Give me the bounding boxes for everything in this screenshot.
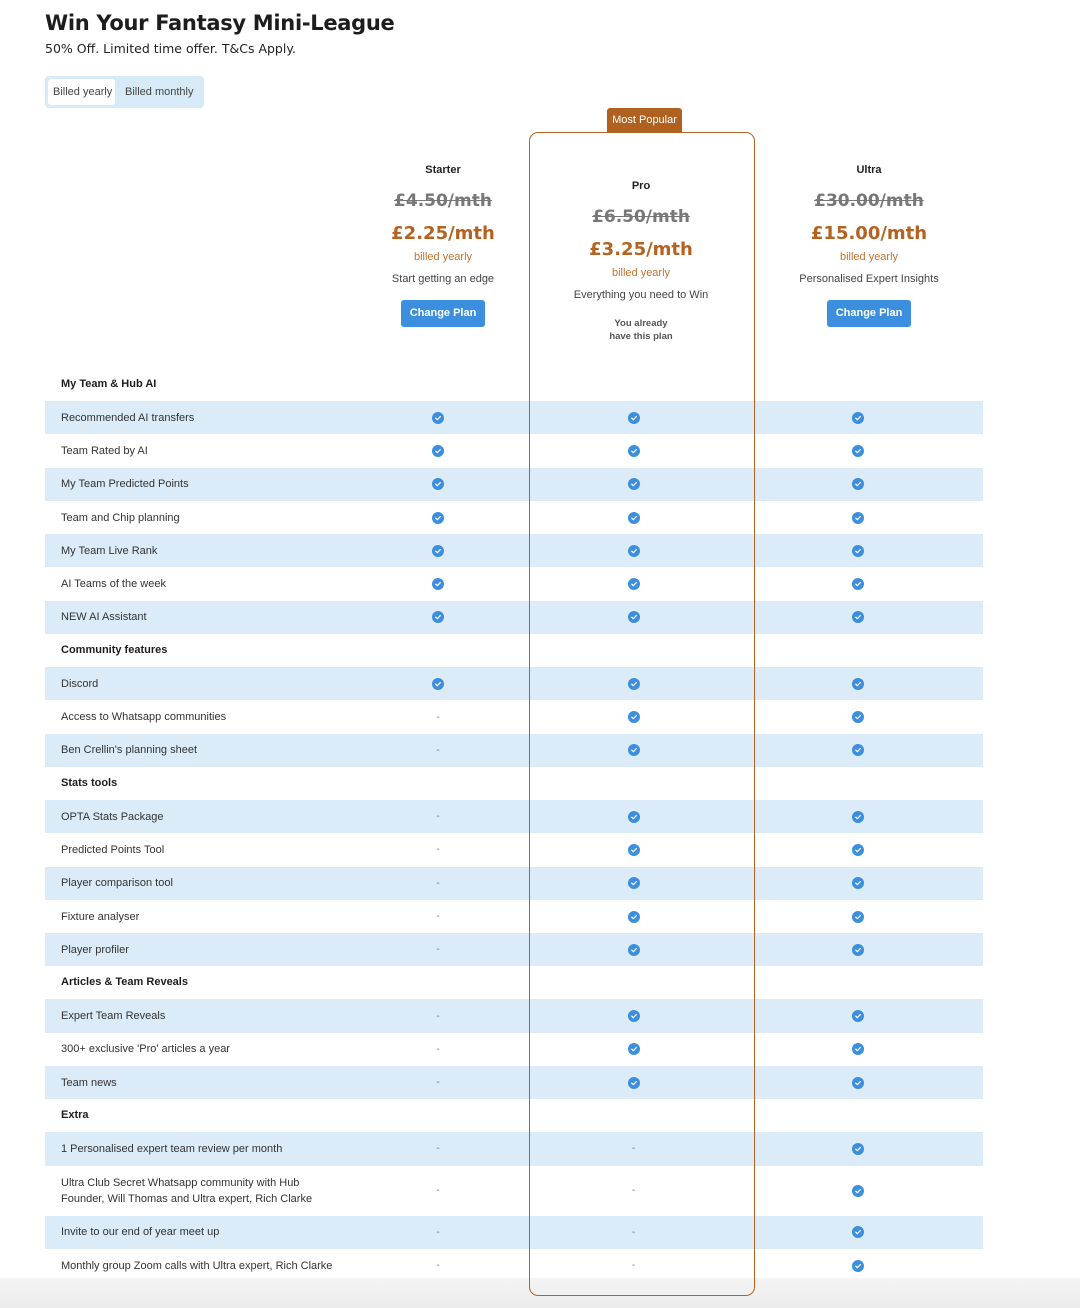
feature-row (45, 1033, 983, 1066)
check-circle-icon (852, 911, 864, 923)
check-circle-icon (852, 1185, 864, 1197)
not-included-dash: - (631, 1260, 636, 1272)
check-circle-icon (628, 811, 640, 823)
check-circle-icon (852, 611, 864, 623)
feature-row (45, 867, 983, 900)
check-circle-icon (432, 512, 444, 524)
feature-cell-starter (341, 445, 534, 457)
not-included-dash: - (631, 1185, 636, 1197)
check-circle-icon (628, 512, 640, 524)
page-subtitle: 50% Off. Limited time offer. T&Cs Apply. (45, 41, 296, 56)
feature-cell-starter (341, 1143, 534, 1154)
check-circle-icon (628, 911, 640, 923)
check-circle-icon (628, 412, 640, 424)
check-circle-icon (432, 578, 444, 590)
feature-label: My Team Predicted Points (61, 478, 189, 491)
plan-original-price: £6.50/mth (592, 207, 690, 227)
check-circle-icon (432, 478, 444, 490)
feature-label: Fixture analyser (61, 910, 140, 923)
feature-row (45, 468, 983, 501)
feature-row (45, 567, 983, 600)
feature-cell-pro (535, 578, 732, 590)
feature-label: Recommended AI transfers (61, 411, 195, 424)
plan-billing-period: billed yearly (413, 251, 473, 263)
section-title: Extra (61, 1109, 89, 1122)
feature-row (45, 1132, 983, 1165)
change-plan-button-starter[interactable]: Change Plan (401, 300, 486, 327)
feature-cell-starter (341, 1227, 534, 1238)
feature-label: My Team Live Rank (61, 544, 158, 557)
feature-cell-ultra (732, 578, 983, 590)
not-included-dash: - (436, 811, 440, 823)
feature-cell-pro (535, 1010, 732, 1022)
feature-cell-ultra (732, 512, 983, 524)
feature-cell-pro (535, 1143, 732, 1154)
check-circle-icon (852, 478, 864, 490)
feature-cell-starter (341, 844, 534, 855)
check-circle-icon (628, 545, 640, 557)
feature-label: NEW AI Assistant (61, 611, 147, 624)
feature-cell-ultra (732, 1226, 983, 1238)
feature-cell-ultra (732, 711, 983, 723)
feature-label: OPTA Stats Package (61, 810, 164, 823)
section-title: Community features (61, 644, 168, 657)
section-title: Stats tools (61, 776, 118, 789)
feature-cell-ultra (732, 412, 983, 424)
check-circle-icon (852, 1077, 864, 1089)
feature-cell-ultra (732, 744, 983, 756)
feature-row (45, 800, 983, 833)
feature-cell-starter (341, 611, 534, 623)
feature-cell-starter (341, 745, 534, 756)
feature-cell-starter (341, 512, 534, 524)
plan-original-price: £30.00/mth (814, 191, 924, 211)
feature-cell-ultra (732, 545, 983, 557)
feature-cell-pro (535, 412, 732, 424)
feature-label: Team and Chip planning (61, 511, 180, 524)
check-circle-icon (852, 944, 864, 956)
billing-toggle (45, 76, 204, 108)
check-circle-icon (628, 844, 640, 856)
check-circle-icon (432, 545, 444, 557)
feature-cell-pro (535, 678, 732, 690)
plan-discounted-price: £2.25/mth (391, 223, 495, 244)
plan-tagline: Everything you need to Win (573, 289, 709, 301)
feature-cell-pro (535, 545, 732, 557)
check-circle-icon (628, 1010, 640, 1022)
feature-cell-starter (341, 1185, 534, 1196)
feature-cell-pro (535, 944, 732, 956)
not-included-dash: - (436, 1077, 440, 1089)
feature-label: Player comparison tool (61, 877, 173, 890)
feature-label: Team news (61, 1076, 117, 1089)
feature-label: Expert Team Reveals (61, 1010, 166, 1023)
feature-row (45, 933, 983, 966)
feature-cell-pro (535, 744, 732, 756)
billed-monthly-option[interactable]: Billed monthly (125, 86, 194, 98)
feature-cell-ultra (732, 611, 983, 623)
feature-cell-ultra (732, 844, 983, 856)
plan-original-price: £4.50/mth (394, 191, 492, 211)
not-included-dash: - (436, 1185, 440, 1197)
not-included-dash: - (436, 1226, 440, 1238)
check-circle-icon (852, 1010, 864, 1022)
feature-cell-pro (535, 1227, 732, 1238)
plan-name: Ultra (856, 164, 882, 176)
check-circle-icon (852, 578, 864, 590)
feature-row (45, 1216, 983, 1249)
feature-row (45, 900, 983, 933)
feature-cell-pro (535, 478, 732, 490)
feature-row (45, 833, 983, 866)
feature-cell-pro (535, 1043, 732, 1055)
check-circle-icon (432, 611, 444, 623)
not-included-dash: - (436, 911, 440, 922)
check-circle-icon (628, 478, 640, 490)
feature-label: Discord (61, 677, 99, 690)
feature-comparison-table (45, 368, 983, 1282)
check-circle-icon (852, 844, 864, 856)
plan-discounted-price: £3.25/mth (589, 239, 693, 260)
feature-cell-ultra (732, 1043, 983, 1055)
plan-name: Starter (425, 164, 461, 176)
check-circle-icon (852, 1143, 864, 1155)
feature-label: Invite to our end of year meet up (61, 1226, 220, 1239)
check-circle-icon (432, 412, 444, 424)
plan-starter (343, 164, 543, 327)
feature-cell-pro (535, 1185, 732, 1196)
feature-cell-starter (341, 712, 534, 723)
feature-cell-ultra (732, 1010, 983, 1022)
check-circle-icon (852, 711, 864, 723)
section-title: My Team & Hub AI (61, 378, 157, 390)
feature-label: Player profiler (61, 943, 129, 956)
feature-cell-pro (535, 911, 732, 923)
plan-ultra (769, 164, 969, 327)
feature-label: Team Rated by AI (61, 444, 148, 457)
current-plan-notice-line-2: have this plan (609, 331, 673, 342)
feature-row (45, 1166, 983, 1216)
feature-cell-starter (341, 578, 534, 590)
feature-cell-ultra (732, 911, 983, 923)
plan-name: Pro (631, 180, 651, 192)
check-circle-icon (852, 678, 864, 690)
not-included-dash: - (436, 877, 440, 889)
check-circle-icon (852, 412, 864, 424)
check-circle-icon (852, 512, 864, 524)
plan-tagline: Start getting an edge (391, 273, 495, 285)
feature-label: Ben Crellin's planning sheet (61, 744, 198, 757)
feature-cell-starter (341, 811, 534, 822)
check-circle-icon (852, 744, 864, 756)
feature-cell-ultra (732, 1143, 983, 1155)
feature-row (45, 434, 983, 467)
not-included-dash: - (436, 1043, 440, 1055)
change-plan-button-ultra[interactable]: Change Plan (827, 300, 912, 327)
check-circle-icon (852, 445, 864, 457)
feature-cell-starter (341, 1077, 534, 1088)
check-circle-icon (852, 1260, 864, 1272)
feature-cell-pro (535, 1077, 732, 1089)
not-included-dash: - (631, 1143, 636, 1155)
check-circle-icon (628, 611, 640, 623)
check-circle-icon (628, 678, 640, 690)
check-circle-icon (628, 445, 640, 457)
plan-discounted-price: £15.00/mth (810, 223, 928, 244)
plan-tagline: Personalised Expert Insights (799, 273, 939, 285)
not-included-dash: - (436, 944, 440, 956)
not-included-dash: - (436, 844, 440, 856)
check-circle-icon (852, 1043, 864, 1055)
feature-row (45, 700, 983, 733)
feature-cell-starter (341, 944, 534, 955)
feature-row (45, 534, 983, 567)
feature-label: Ultra Club Secret Whatsapp community with Hub Founder, Will Thomas and Ultra expert, Rich Clarke (61, 1176, 313, 1205)
feature-cell-starter (341, 1044, 534, 1055)
feature-cell-ultra (732, 445, 983, 457)
feature-row (45, 667, 983, 700)
check-circle-icon (852, 1226, 864, 1238)
plan-billing-period: billed yearly (611, 267, 671, 279)
page-bottom-edge (0, 1278, 1080, 1308)
feature-cell-ultra (732, 877, 983, 889)
feature-cell-ultra (732, 1077, 983, 1089)
feature-cell-ultra (732, 1185, 983, 1197)
check-circle-icon (628, 744, 640, 756)
feature-cell-ultra (732, 1260, 983, 1272)
check-circle-icon (432, 678, 444, 690)
not-included-dash: - (436, 744, 440, 756)
current-plan-notice-line-1: You already (614, 318, 668, 329)
feature-cell-ultra (732, 811, 983, 823)
not-included-dash: - (436, 1010, 440, 1022)
not-included-dash: - (436, 711, 440, 723)
current-plan-notice (541, 317, 741, 343)
feature-label: 1 Personalised expert team review per month (61, 1142, 283, 1155)
not-included-dash: - (436, 1143, 440, 1155)
feature-cell-pro (535, 1260, 732, 1271)
not-included-dash: - (436, 1260, 440, 1272)
feature-cell-pro (535, 711, 732, 723)
check-circle-icon (852, 545, 864, 557)
plan-pro (541, 180, 741, 343)
check-circle-icon (628, 711, 640, 723)
feature-cell-starter (341, 678, 534, 690)
check-circle-icon (628, 1077, 640, 1089)
check-circle-icon (628, 578, 640, 590)
feature-cell-starter (341, 478, 534, 490)
page-title: Win Your Fantasy Mini-League (45, 11, 395, 35)
feature-label: Predicted Points Tool (61, 843, 165, 856)
feature-cell-pro (535, 512, 732, 524)
feature-cell-starter (341, 1011, 534, 1022)
feature-cell-pro (535, 611, 732, 623)
feature-label: Monthly group Zoom calls with Ultra expert, Rich Clarke (61, 1259, 333, 1272)
feature-cell-ultra (732, 944, 983, 956)
feature-row (45, 401, 983, 434)
feature-cell-ultra (732, 678, 983, 690)
plan-billing-period: billed yearly (839, 251, 899, 263)
check-circle-icon (628, 877, 640, 889)
most-popular-badge: Most Popular (607, 108, 682, 132)
check-circle-icon (628, 944, 640, 956)
section-title: Articles & Team Reveals (61, 976, 188, 989)
feature-row (45, 734, 983, 767)
feature-cell-pro (535, 844, 732, 856)
feature-row (45, 501, 983, 534)
billed-yearly-option[interactable]: Billed yearly (48, 79, 115, 105)
check-circle-icon (852, 877, 864, 889)
feature-cell-starter (341, 412, 534, 424)
check-circle-icon (852, 811, 864, 823)
feature-row (45, 999, 983, 1032)
feature-label: AI Teams of the week (61, 578, 166, 591)
feature-row (45, 1066, 983, 1099)
feature-cell-pro (535, 811, 732, 823)
feature-label: 300+ exclusive 'Pro' articles a year (61, 1043, 230, 1056)
feature-cell-starter (341, 878, 534, 889)
not-included-dash: - (631, 1226, 636, 1238)
feature-cell-starter (341, 911, 534, 922)
feature-cell-starter (341, 1260, 534, 1271)
feature-cell-ultra (732, 478, 983, 490)
feature-cell-starter (341, 545, 534, 557)
feature-cell-pro (535, 445, 732, 457)
feature-row (45, 601, 983, 634)
check-circle-icon (628, 1043, 640, 1055)
feature-cell-pro (535, 877, 732, 889)
feature-label: Access to Whatsapp communities (61, 711, 227, 724)
check-circle-icon (432, 445, 444, 457)
